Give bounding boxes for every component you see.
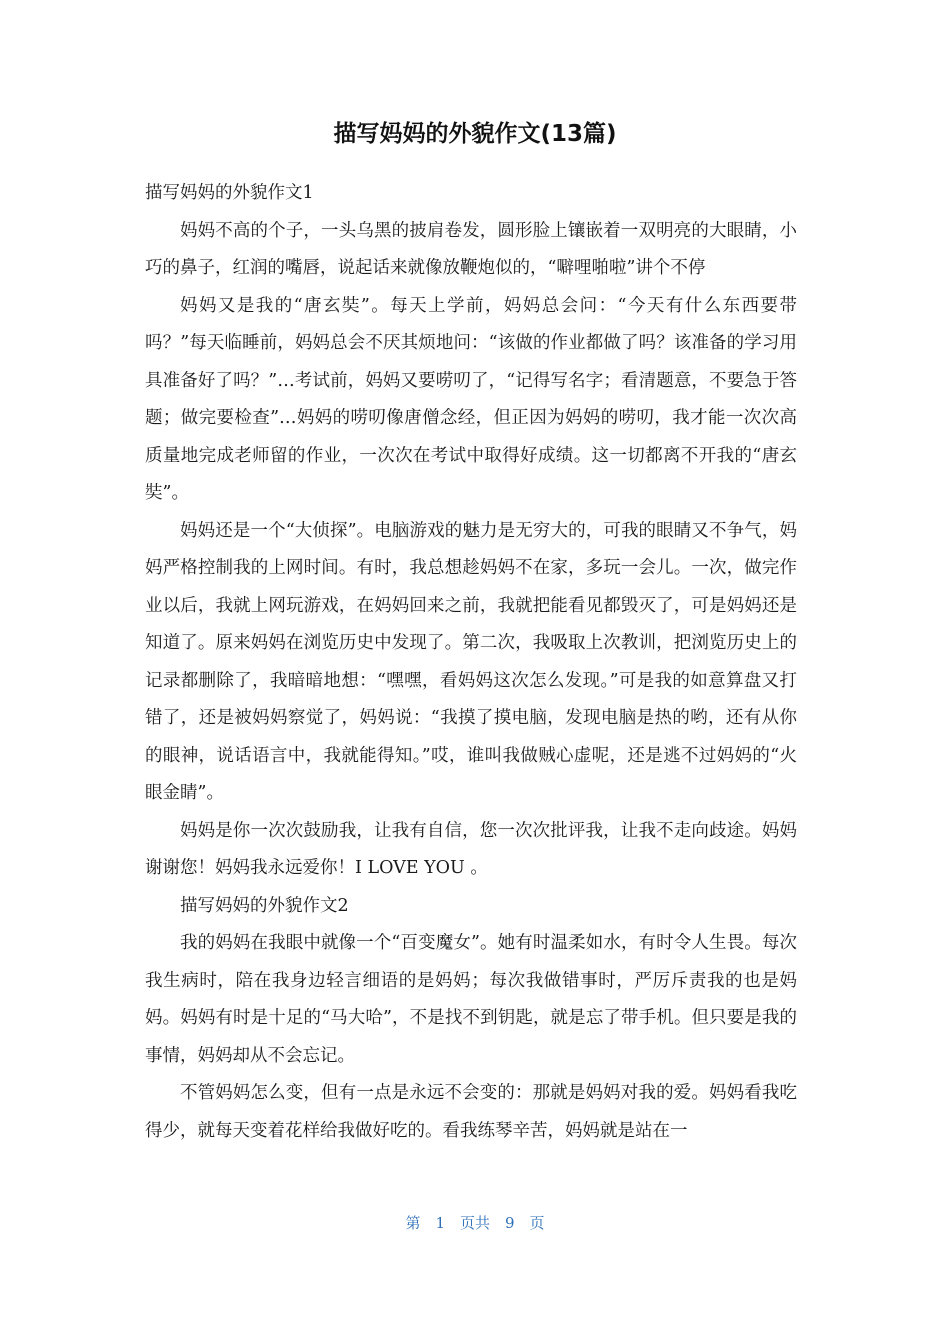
- body-paragraph: 妈妈是你一次次鼓励我，让我有自信，您一次次批评我，让我不走向歧途。妈妈谢谢您！妈妈我永远爱你！I LOVE YOU 。: [145, 820, 797, 878]
- document-body: [145, 175, 797, 1150]
- body-paragraph: 妈妈还是一个“大侦探”。电脑游戏的魅力是无穷大的，可我的眼睛又不争气，妈妈严格控制我的上网时间。有时，我总想趁妈妈不在家，多玩一会儿。一次，做完作业以后，我就上网玩游戏，在妈妈回来之前，我就把能看见都毁灭了，可是妈妈还是知道了。原来妈妈在浏览历史中发现了。第二次，我吸取上次教训，把浏览历史上的记录都删除了，我暗暗地想：“嘿嘿，看妈妈这次怎么发现。”可是我的如意算盘又打错了，还是被妈妈察觉了，妈妈说：“我摸了摸电脑，发现电脑是热的哟，还有从你的眼神，说话语言中，我就能得知。”哎，谁叫我做贼心虚呢，还是逃不过妈妈的“火眼金睛”。: [145, 520, 797, 803]
- body-paragraph: 妈妈又是我的“唐玄奘”。每天上学前，妈妈总会问：“今天有什么东西要带吗？”每天临睡前，妈妈总会不厌其烦地问：“该做的作业都做了吗？该准备的学习用具准备好了吗？”…考试前，妈妈又要唠叨了，“记得写名字；看清题意，不要急于答题；做完要检查”…妈妈的唠叨像唐僧念经，但正因为妈妈的唠叨，我才能一次次高质量地完成老师留的作业，一次次在考试中取得好成绩。这一切都离不开我的“唐玄奘”。: [145, 295, 797, 503]
- section-heading: 描写妈妈的外貌作文1: [145, 183, 314, 203]
- body-paragraph: 妈妈不高的个子，一头乌黑的披肩卷发，圆形脸上镶嵌着一双明亮的大眼睛，小巧的鼻子，红润的嘴唇，说起话来就像放鞭炮似的，“噼哩啪啦”讲个不停: [145, 220, 797, 278]
- document-title: 描写妈妈的外貌作文(13篇): [333, 121, 617, 147]
- section-heading: 描写妈妈的外貌作文2: [180, 895, 349, 916]
- body-paragraph: 我的妈妈在我眼中就像一个“百变魔女”。她有时温柔如水，有时令人生畏。每次我生病时，陪在我身边轻言细语的是妈妈；每次我做错事时，严厉斥责我的也是妈妈。妈妈有时是十足的“马大哈”，不是找不到钥匙，就是忘了带手机。但只要是我的事情，妈妈却从不会忘记。: [145, 933, 797, 1066]
- page-number-footer: 第 1 页共 9 页: [405, 1214, 545, 1232]
- body-paragraph: 不管妈妈怎么变，但有一点是永远不会变的：那就是妈妈对我的爱。妈妈看我吃得少，就每天变着花样给我做好吃的。看我练琴辛苦，妈妈就是站在一: [145, 1083, 797, 1141]
